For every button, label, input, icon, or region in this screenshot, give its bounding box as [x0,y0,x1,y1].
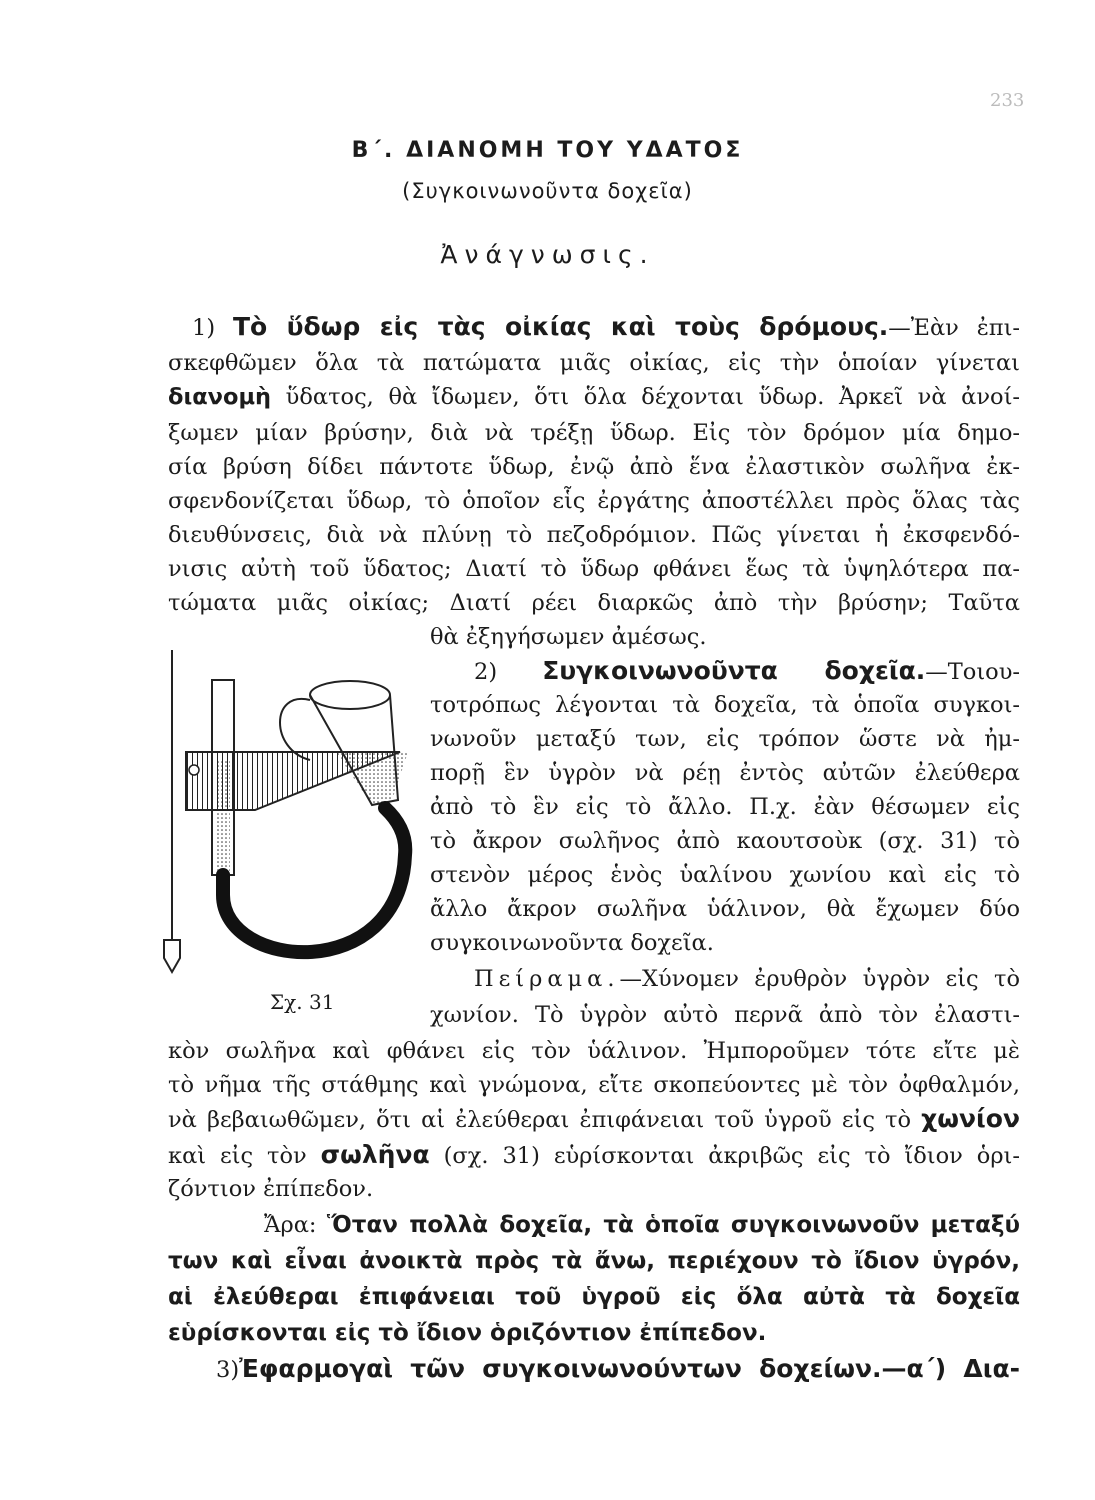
conclusion-text-1: Ὅταν πολλὰ δοχεῖα, τὰ ὁποῖα συγκοινωνοῦν μεταξύ [326,1212,1020,1238]
funnel-support-curve [280,699,310,760]
conclusion-line-2: των καὶ εἶναι ἀνοικτὰ πρὸς τὰ ἄνω, περιέχουν τὸ ἴδιον ὑγρόν, [168,1248,1020,1274]
experiment-bold-funnel: χωνίον [921,1104,1020,1133]
reading-heading: Ἀνάγνωσις. [440,240,655,269]
para2-line-3: νωνοῦν μεταξύ των, εἰς τρόπον ὥστε νὰ ἠμ- [430,726,1020,752]
experiment-line-5-rest: νὰ βεβαιωθῶμεν, ὅτι αἱ ἐλεύθεραι ἐπιφάνειαι τοῦ ὑγροῦ εἰς τὸ [168,1107,922,1133]
figure-caption: Σχ. 31 [270,990,335,1014]
para1-line-4: ξωμεν μίαν βρύσην, διὰ νὰ τρέξῃ ὕδωρ. Εἰς τὸν δρόμον μία δημο- [168,420,1020,446]
para2-line-7: στενὸν μέρος ἑνὸς ὑαλίνου χωνίου καὶ εἰς τὸ [430,862,1020,888]
para1-line-10: θὰ ἐξηγήσωμεν ἀμέσως. [430,624,707,650]
para1-line-9: τώματα μιᾶς οἰκίας; Διατί ρέει διαρκῶς ἀπὸ τὴν βρύσην; Ταῦτα [168,590,1020,616]
para1-line-3-rest: ὕδατος, θὰ ἴδωμεν, ὅτι ὅλα δέχονται ὕδωρ. Ἀρκεῖ νὰ ἀνοί- [271,384,1020,410]
conclusion-line-3: αἱ ἐλεύθεραι ἐπιφάνειαι τοῦ ὑγροῦ εἰς ὅλα αὐτὰ τὰ δοχεῖα [168,1284,1020,1310]
experiment-line-6-pre: καὶ εἰς τὸν [168,1143,321,1169]
para2-line-8: ἄλλο ἄκρον σωλῆνα ὑάλινον, θὰ ἔχωμεν δύο [430,896,1020,922]
conclusion-lead: Ἄρα: [264,1212,327,1238]
para1-line-1 [168,312,1020,343]
conclusion-line-1 [168,1210,1020,1240]
para1-number: 1) [192,315,216,341]
para1-line-8: νισις αὐτὴ τοῦ ὕδατος; Διατί τὸ ὕδωρ φθάνει ἕως τὰ ὑψηλότερα πα- [168,556,1020,582]
page-number: 233 [990,90,1025,111]
para3-title: Ἐφαρμογαὶ τῶν συγκοινωνούντων δοχείων.—α΄) Δια- [239,1354,1020,1383]
para1-line-5: σία βρύση δίδει πάντοτε ὕδωρ, ἐνῷ ἀπὸ ἕνα ἐλαστικὸν σωλῆνα ἐκ- [168,454,1020,480]
conclusion-line-4: εὑρίσκονται εἰς τὸ ἴδιον ὁριζόντιον ἐπίπεδον. [168,1320,767,1346]
para2-line-1 [430,656,1020,687]
para1-bold-word: διανομὴ [168,384,272,410]
para1-title: Τὸ ὕδωρ εἰς τὰς οἰκίας καὶ τοὺς δρόμους. [232,312,889,341]
experiment-line-6 [168,1140,1020,1171]
para2-number: 2) [474,659,498,685]
set-square-hole [189,765,199,775]
para2-line-9: συγκοινωνοῦντα δοχεῖα. [430,930,714,956]
para2-line-5: ἀπὸ τὸ ἓν εἰς τὸ ἄλλο. Π.χ. ἐὰν θέσωμεν εἰς [430,794,1020,820]
para3-number: 3) [216,1357,240,1383]
experiment-line-5 [168,1104,1020,1135]
para2-line-1-tail: —Τοιου- [925,659,1020,685]
para1-line-2: σκεφθῶμεν ὅλα τὰ πατώματα μιᾶς οἰκίας, εἰς τὴν ὁποίαν γίνεται [168,350,1020,376]
para2-line-6: τὸ ἄκρον σωλῆνος ἀπὸ καουτσοὺκ (σχ. 31) τὸ [430,828,1020,854]
experiment-bold-tube: σωλῆνα [320,1140,430,1169]
para1-line-1-tail: —Ἐὰν ἐπι- [888,315,1020,341]
para1-line-6: σφενδονίζεται ὕδωρ, τὸ ὁποῖον εἷς ἐργάτης ἀποστέλλει πρὸς ὅλας τὰς [168,488,1020,514]
para2-line-4: πορῇ ἓν ὑγρὸν νὰ ρέῃ ἐντὸς αὐτῶν ἐλεύθερα [430,760,1020,786]
figure-31-communicating-vessels [160,640,430,1015]
para2-line-2: τοτρόπως λέγονται τὰ δοχεῖα, τὰ ὁποῖα συγκοι- [430,692,1020,718]
experiment-line-3: κὸν σωλῆνα καὶ φθάνει εἰς τὸν ὑάλινον. Ἠμποροῦμεν τότε εἴτε μὲ [168,1038,1020,1064]
para2-title: Συγκοινωνοῦντα δοχεῖα. [542,656,926,685]
funnel-rim [310,681,390,709]
experiment-line-2: χωνίον. Τὸ ὑγρὸν αὐτὸ περνᾶ ἀπὸ τὸν ἐλαστι- [430,1002,1020,1028]
para1-line-3 [168,382,1020,412]
plumb-bob-icon [164,940,180,972]
experiment-label: Πείραμα. [474,966,620,992]
section-subtitle: (Συγκοινωνοῦντα δοχεῖα) [402,179,693,203]
para3-line-1 [168,1354,1020,1385]
para1-line-7: διευθύνσεις, διὰ νὰ πλύνῃ τὸ πεζοδρόμιον. Πῶς γίνεται ἡ ἐκσφενδό- [168,522,1020,548]
experiment-line-1-tail: —Χύνομεν ἐρυθρὸν ὑγρὸν εἰς τὸ [619,966,1020,992]
experiment-line-7: ζόντιον ἐπίπεδον. [168,1176,374,1202]
experiment-line-6-rest: (σχ. 31) εὑρίσκονται ἀκριβῶς εἰς τὸ ἴδιον ὁρι- [429,1143,1020,1169]
rubber-tube [223,808,405,952]
experiment-line-1 [430,964,1020,994]
section-heading: Β΄. ΔΙΑΝΟΜΗ ΤΟΥ ΥΔΑΤΟΣ [351,138,744,163]
experiment-line-4: τὸ νῆμα τῆς στάθμης καὶ γνώμονα, εἴτε σκοπεύοντες μὲ τὸν ὀφθαλμόν, [168,1072,1020,1098]
